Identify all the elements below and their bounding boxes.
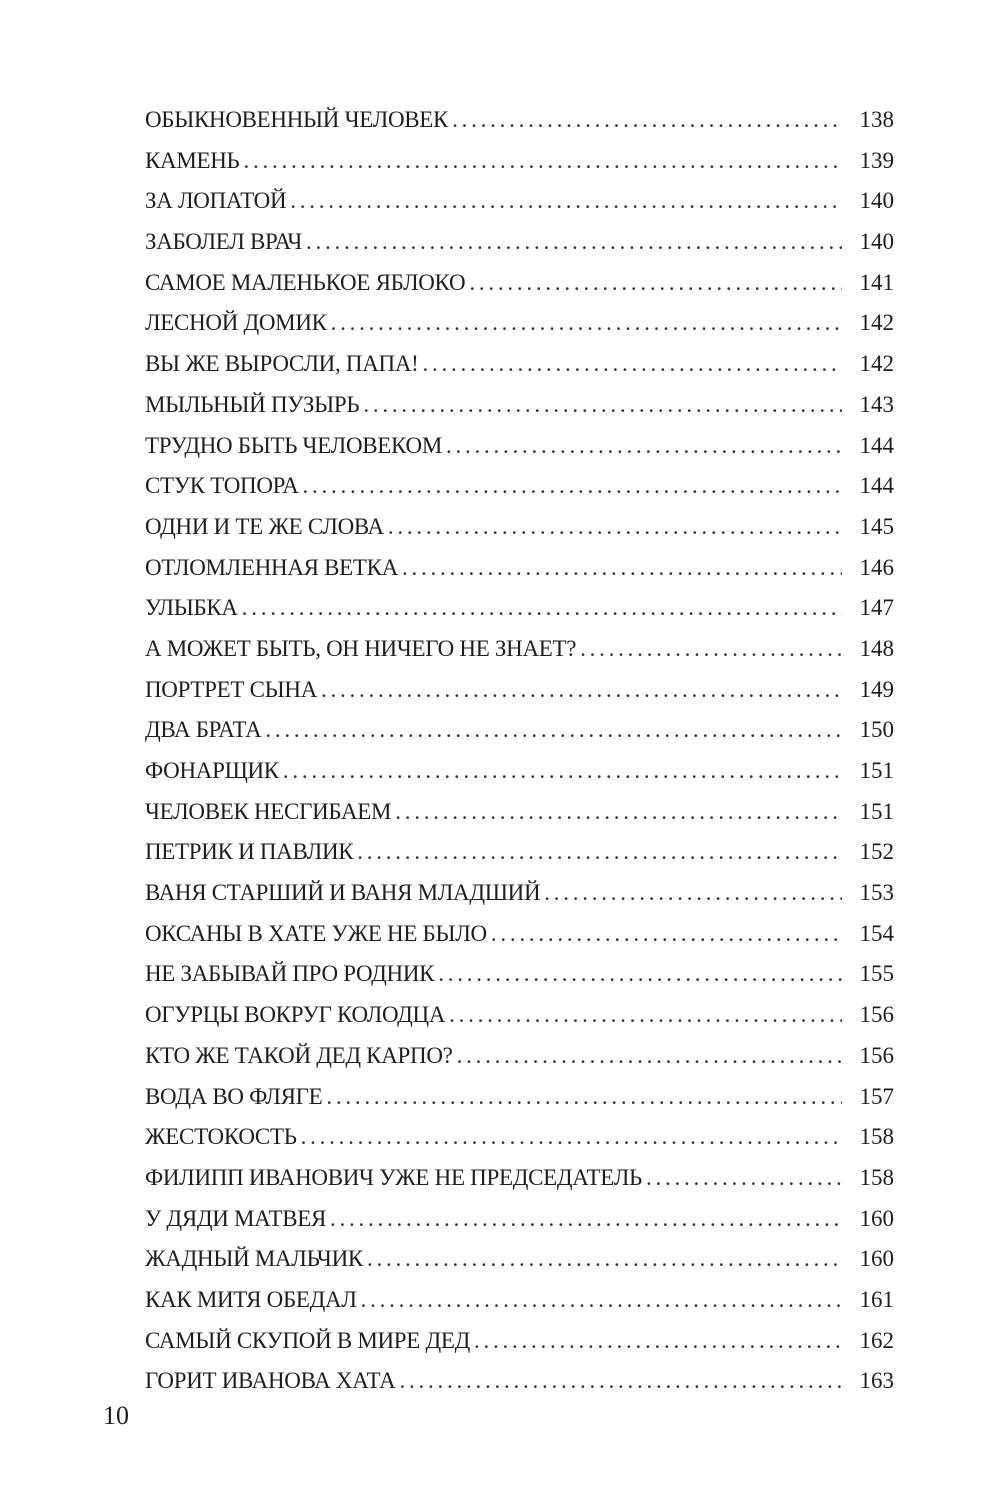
toc-entry-page: 145 (859, 513, 894, 539)
table-of-contents (145, 100, 894, 1402)
toc-entry-page: 138 (859, 107, 894, 132)
toc-entry-title: ЗАБОЛЕЛ ВРАЧ (145, 229, 302, 255)
toc-entry-page: 160 (859, 1246, 894, 1272)
dot-leader (290, 181, 842, 222)
toc-entry-title: А МОЖЕТ БЫТЬ, ОН НИЧЕГО НЕ ЗНАЕТ? (145, 635, 577, 661)
toc-entry-title: КАК МИТЯ ОБЕДАЛ (145, 1286, 357, 1312)
toc-entry-page: 146 (859, 554, 894, 580)
toc-entry (145, 792, 894, 833)
toc-entry-page: 142 (859, 351, 894, 377)
toc-entry-title: ЗА ЛОПАТОЙ (145, 188, 287, 214)
page-number: 10 (103, 1401, 129, 1430)
toc-entry (145, 629, 894, 670)
toc-entry (145, 1036, 894, 1077)
toc-entry (145, 832, 894, 873)
dot-leader (321, 670, 842, 711)
dot-leader (265, 710, 842, 751)
toc-entry (145, 100, 894, 141)
toc-entry (145, 1077, 894, 1118)
toc-entry (145, 914, 894, 955)
toc-entry (145, 181, 894, 222)
dot-leader (243, 141, 842, 182)
toc-entry-page: 158 (859, 1164, 894, 1190)
toc-entry (145, 751, 894, 792)
toc-entry (145, 507, 894, 548)
dot-leader (326, 1077, 842, 1118)
dot-leader (388, 507, 842, 548)
toc-entry-title: ЖАДНЫЙ МАЛЬЧИК (145, 1246, 363, 1272)
toc-entry-page: 156 (859, 1042, 894, 1068)
dot-leader (306, 222, 842, 263)
toc-entry (145, 222, 894, 263)
toc-entry (145, 1117, 894, 1158)
dot-leader (399, 1361, 842, 1402)
toc-entry-page: 140 (859, 188, 894, 214)
toc-entry-page: 155 (859, 961, 894, 987)
dot-leader (469, 263, 842, 304)
dot-leader (474, 1321, 842, 1362)
toc-entry (145, 426, 894, 467)
dot-leader (357, 832, 842, 873)
dot-leader (423, 344, 843, 385)
toc-entry-title: ВАНЯ СТАРШИЙ И ВАНЯ МЛАДШИЙ (145, 880, 541, 906)
toc-entry-title: ФОНАРЩИК (145, 758, 279, 783)
toc-entry-title: КАМЕНЬ (145, 147, 240, 173)
toc-entry-title: НЕ ЗАБЫВАЙ ПРО РОДНИК (145, 961, 435, 987)
dot-leader (301, 1117, 842, 1158)
toc-entry-title: КТО ЖЕ ТАКОЙ ДЕД КАРПО? (145, 1042, 453, 1068)
toc-entry-title: ОКСАНЫ В ХАТЕ УЖЕ НЕ БЫЛО (145, 920, 487, 946)
toc-entry-page: 158 (859, 1124, 894, 1150)
toc-entry (145, 466, 894, 507)
toc-entry (145, 1321, 894, 1362)
toc-entry-page: 153 (859, 880, 894, 906)
dot-leader (303, 466, 843, 507)
toc-entry (145, 263, 894, 304)
toc-entry (145, 710, 894, 751)
toc-entry-title: ДВА БРАТА (145, 717, 262, 743)
toc-entry (145, 303, 894, 344)
toc-entry-page: 160 (859, 1205, 894, 1231)
toc-entry-title: ЧЕЛОВЕК НЕСГИБАЕМ (145, 798, 392, 824)
toc-entry-title: ТРУДНО БЫТЬ ЧЕЛОВЕКОМ (145, 432, 442, 458)
toc-entry-title: ЖЕСТОКОСТЬ (145, 1124, 297, 1150)
toc-entry-title: ОГУРЦЫ ВОКРУГ КОЛОДЦА (145, 1002, 446, 1028)
dot-leader (438, 954, 842, 995)
toc-entry-page: 148 (859, 635, 894, 661)
toc-entry-page: 140 (859, 229, 894, 255)
toc-entry (145, 385, 894, 426)
toc-entry (145, 954, 894, 995)
toc-entry-page: 139 (859, 147, 894, 173)
toc-entry (145, 1280, 894, 1321)
dot-leader (452, 100, 842, 141)
toc-entry-page: 152 (859, 839, 894, 865)
toc-entry-page: 151 (859, 758, 894, 783)
toc-entry (145, 873, 894, 914)
toc-entry-page: 150 (859, 717, 894, 743)
toc-entry (145, 670, 894, 711)
toc-entry-title: ВЫ ЖЕ ВЫРОСЛИ, ПАПА! (145, 351, 419, 377)
toc-entry-page: 162 (859, 1327, 894, 1353)
dot-leader (330, 1199, 842, 1240)
dot-leader (402, 548, 842, 589)
toc-entry (145, 1199, 894, 1240)
toc-entry-page: 151 (859, 798, 894, 824)
dot-leader (580, 629, 842, 670)
dot-leader (283, 751, 842, 792)
toc-entry-page: 147 (859, 595, 894, 621)
toc-entry-title: ГОРИТ ИВАНОВА ХАТА (145, 1368, 396, 1394)
dot-leader (242, 588, 842, 629)
toc-entry (145, 548, 894, 589)
dot-leader (361, 1280, 842, 1321)
dot-leader (449, 995, 842, 1036)
toc-entry (145, 1361, 894, 1402)
dot-leader (367, 1239, 842, 1280)
toc-entry-title: ПЕТРИК И ПАВЛИК (145, 839, 354, 865)
dot-leader (363, 385, 842, 426)
toc-entry-page: 144 (859, 473, 894, 499)
toc-entry (145, 344, 894, 385)
dot-leader (646, 1158, 842, 1199)
toc-entry-page: 143 (859, 391, 894, 417)
toc-entry-title: ОБЫКНОВЕННЫЙ ЧЕЛОВЕК (145, 107, 449, 132)
toc-entry-page: 156 (859, 1002, 894, 1028)
toc-entry-title: ПОРТРЕТ СЫНА (145, 676, 317, 702)
toc-entry-title: САМЫЙ СКУПОЙ В МИРЕ ДЕД (145, 1327, 471, 1353)
toc-entry-title: ЛЕСНОЙ ДОМИК (145, 310, 327, 336)
toc-entry-page: 161 (859, 1286, 894, 1312)
toc-entry (145, 1239, 894, 1280)
toc-entry (145, 1158, 894, 1199)
toc-entry (145, 141, 894, 182)
toc-entry-title: МЫЛЬНЫЙ ПУЗЫРЬ (145, 391, 360, 417)
toc-entry-title: У ДЯДИ МАТВЕЯ (145, 1205, 327, 1231)
toc-entry-page: 154 (859, 920, 894, 946)
toc-entry (145, 995, 894, 1036)
toc-entry-page: 163 (859, 1368, 894, 1394)
toc-entry (145, 588, 894, 629)
toc-entry-title: ФИЛИПП ИВАНОВИЧ УЖЕ НЕ ПРЕДСЕДАТЕЛЬ (145, 1164, 642, 1190)
dot-leader (331, 303, 842, 344)
toc-entry-page: 142 (859, 310, 894, 336)
toc-entry-page: 149 (859, 676, 894, 702)
toc-entry-page: 157 (859, 1083, 894, 1109)
toc-entry-title: УЛЫБКА (145, 595, 238, 621)
toc-entry-title: ВОДА ВО ФЛЯГЕ (145, 1083, 323, 1109)
dot-leader (457, 1036, 842, 1077)
toc-entry-page: 141 (859, 269, 894, 295)
toc-entry-title: ОДНИ И ТЕ ЖЕ СЛОВА (145, 513, 384, 539)
toc-entry-title: ОТЛОМЛЕННАЯ ВЕТКА (145, 554, 399, 580)
toc-entry-title: САМОЕ МАЛЕНЬКОЕ ЯБЛОКО (145, 269, 466, 295)
toc-entry-page: 144 (859, 432, 894, 458)
dot-leader (395, 792, 842, 833)
dot-leader (544, 873, 842, 914)
dot-leader (446, 426, 842, 467)
dot-leader (491, 914, 842, 955)
toc-entry-title: СТУК ТОПОРА (145, 473, 299, 499)
